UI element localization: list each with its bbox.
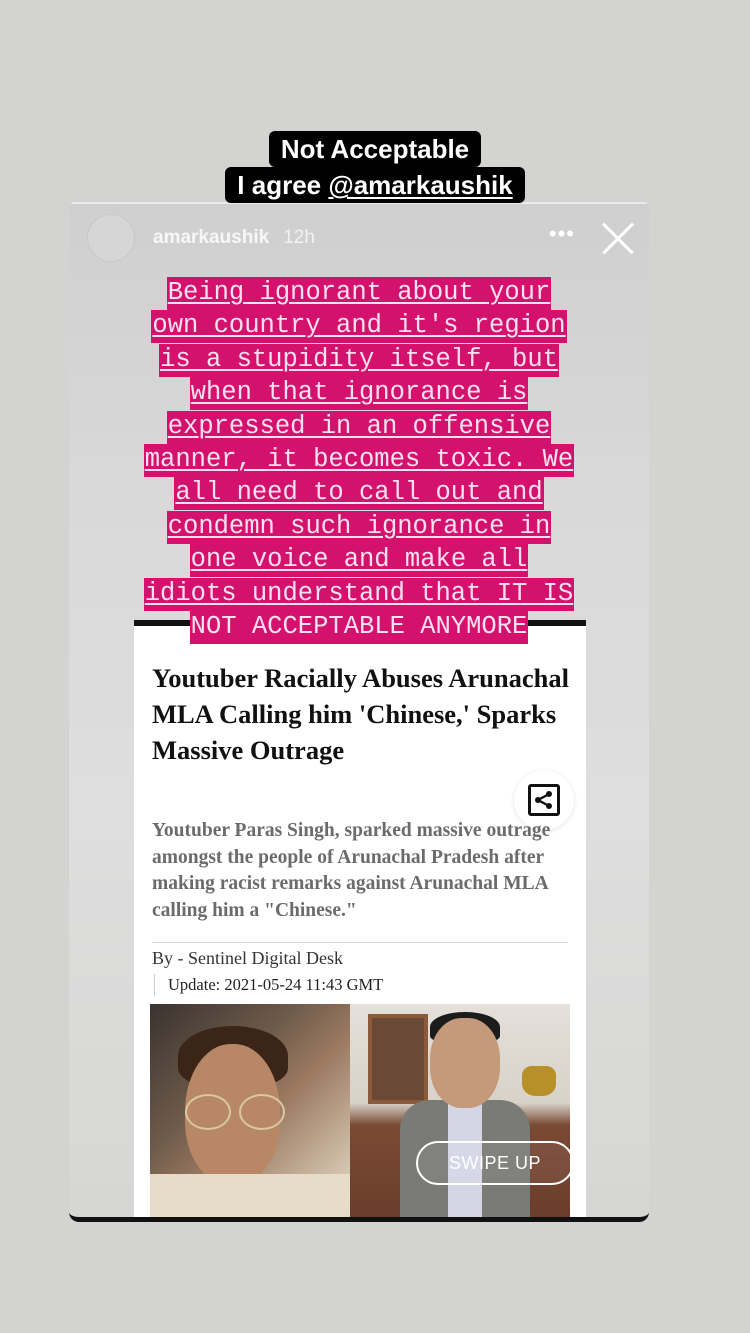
photo-youtuber (150, 1004, 350, 1220)
story-text-line: is a stupidity itself, but (69, 345, 649, 378)
story-text-line: all need to call out and (69, 478, 649, 511)
story-text-line: condemn such ignorance in (69, 512, 649, 545)
caption-stickers (0, 0, 750, 203)
story-username[interactable]: amarkaushik (153, 227, 270, 248)
caption-line-2 (225, 167, 524, 203)
story-text-line: Being ignorant about your (69, 278, 649, 311)
article-photo (150, 1004, 570, 1220)
article-screenshot (134, 620, 586, 1220)
story-header (87, 214, 635, 262)
story-text-line: expressed in an offensive (69, 412, 649, 445)
photo-detail (430, 1018, 500, 1108)
photo-detail (150, 1174, 350, 1220)
photo-detail (368, 1014, 428, 1104)
story-text-overlay (69, 278, 649, 645)
divider (152, 942, 568, 943)
story-text-line: when that ignorance is (69, 378, 649, 411)
story-text-line: own country and it's region (69, 311, 649, 344)
share-icon (528, 784, 560, 816)
story-text-line: NOT ACCEPTABLE ANYMORE (69, 612, 649, 645)
share-glyph-icon (534, 790, 554, 810)
caption-line-1: Not Acceptable (269, 131, 481, 167)
story-text-line: one voice and make all (69, 545, 649, 578)
story-text-line: idiots understand that IT IS (69, 579, 649, 612)
story-text-line: manner, it becomes toxic. We (69, 445, 649, 478)
avatar[interactable] (87, 214, 135, 262)
photo-detail (185, 1094, 285, 1130)
story-time: 12h (283, 227, 315, 248)
article-summary: Youtuber Paras Singh, sparked massive outrage amongst the people of Arunachal Pradesh after making racist remarks against Arunachal MLA calling him a "Chinese." (152, 820, 551, 921)
more-options-icon[interactable]: ••• (548, 221, 575, 246)
shared-story-card[interactable] (69, 202, 649, 1222)
mention-link[interactable]: @amarkaushik (328, 170, 513, 200)
photo-mla (350, 1004, 570, 1220)
photo-detail (522, 1066, 556, 1096)
close-icon[interactable] (601, 221, 635, 255)
swipe-up-button[interactable]: SWIPE UP (416, 1141, 570, 1185)
article-headline: Youtuber Racially Abuses Arunachal MLA Calling him 'Chinese,' Sparks Massive Outrage (152, 663, 569, 765)
caption-line-2-text: I agree (237, 170, 329, 200)
article-byline: By - Sentinel Digital Desk (152, 948, 343, 968)
article-update-time: Update: 2021-05-24 11:43 GMT (154, 974, 383, 996)
